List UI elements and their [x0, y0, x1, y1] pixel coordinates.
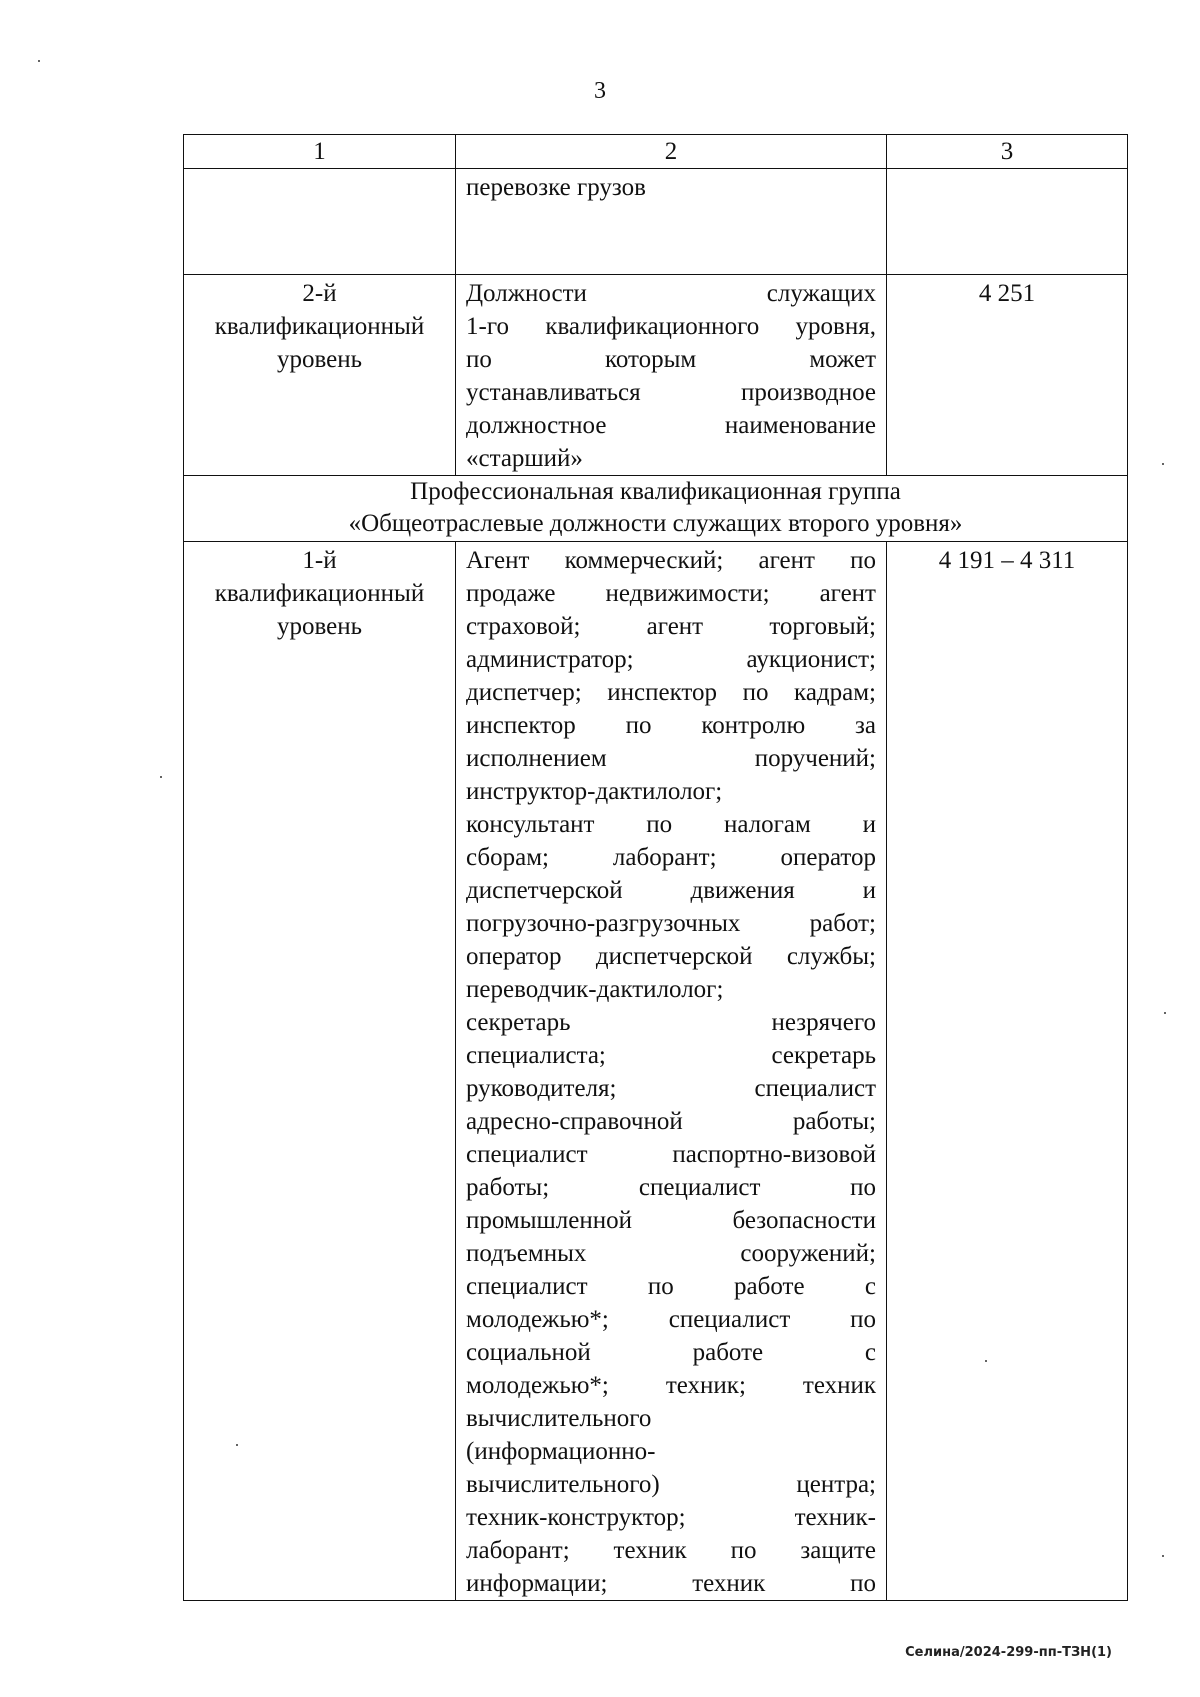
salary-cell: 4 191 – 4 311: [887, 542, 1128, 1601]
description-cell: [456, 169, 887, 275]
page-number: 3: [594, 78, 606, 104]
description-line: исполнением поручений;: [466, 745, 876, 772]
level-line: квалификационный: [214, 580, 425, 607]
description-line: перевозке грузов: [466, 174, 646, 201]
description-line: (информационно-: [466, 1438, 656, 1465]
description-line: по которым может: [466, 346, 876, 373]
description-line: 1-го квалификационного уровня,: [466, 313, 876, 340]
description-line: техник-конструктор; техник-: [466, 1504, 876, 1531]
description-line: устанавливаться производное: [466, 379, 876, 406]
table-row-continuation: [184, 169, 1128, 275]
level-cell: [184, 275, 456, 476]
description-line: адресно-справочной работы;: [466, 1108, 876, 1135]
table-row-level-1: [184, 542, 1128, 1601]
description-cell: [456, 542, 887, 1601]
group-heading-cell: [184, 476, 1128, 542]
scan-speck: [1164, 1012, 1166, 1014]
description-line: руководителя; специалист: [466, 1075, 876, 1102]
description-cell: [456, 275, 887, 476]
description-line: вычислительного) центра;: [466, 1471, 876, 1498]
description-line: страховой; агент торговый;: [466, 613, 876, 640]
description-line: инструктор-дактилолог;: [466, 778, 723, 805]
level-cell: [184, 542, 456, 1601]
description-line: должностное наименование: [466, 412, 876, 439]
description-line: вычислительного: [466, 1405, 652, 1432]
description-line: социальной работе с: [466, 1339, 876, 1366]
description-line: промышленной безопасности: [466, 1207, 876, 1234]
scan-speck: [38, 60, 40, 62]
description-line: молодежью*; техник; техник: [466, 1372, 876, 1399]
description-line: лаборант; техник по защите: [466, 1537, 876, 1564]
description-line: специалист по работе с: [466, 1273, 876, 1300]
description-line: Агент коммерческий; агент по: [466, 547, 876, 574]
description-line: продаже недвижимости; агент: [466, 580, 876, 607]
description-line: диспетчерской движения и: [466, 877, 876, 904]
header-col-1: 1: [184, 135, 456, 169]
qualification-table: [183, 134, 1128, 1601]
salary-cell: 4 251: [887, 275, 1128, 476]
level-cell: [184, 169, 456, 275]
description-line: переводчик-дактилолог;: [466, 976, 724, 1003]
description-line: подъемных сооружений;: [466, 1240, 876, 1267]
header-col-3: 3: [887, 135, 1128, 169]
description-line: специалист паспортно-визовой: [466, 1141, 876, 1168]
table-row-level-2: [184, 275, 1128, 476]
group-heading-row: [184, 476, 1128, 542]
description-line: сборам; лаборант; оператор: [466, 844, 876, 871]
description-line: секретарь незрячего: [466, 1009, 876, 1036]
scan-speck: [1162, 463, 1164, 465]
description-line: администратор; аукционист;: [466, 646, 876, 673]
description-line: молодежью*; специалист по: [466, 1306, 876, 1333]
description-line: диспетчер; инспектор по кадрам;: [466, 679, 876, 706]
description-line: консультант по налогам и: [466, 811, 876, 838]
table-header-row: [184, 135, 1128, 169]
level-line: уровень: [276, 346, 363, 373]
group-heading-line-1: Профессиональная квалификационная группа: [410, 478, 901, 505]
level-line: 1-й: [302, 547, 337, 574]
group-heading-line-2: «Общеотраслевые должности служащих второго уровня»: [348, 510, 963, 537]
scan-speck: [160, 776, 162, 778]
header-col-2: 2: [456, 135, 887, 169]
description-line: «старший»: [466, 445, 583, 472]
salary-cell: [887, 169, 1128, 275]
scan-speck: [985, 1360, 987, 1362]
description-line: инспектор по контролю за: [466, 712, 876, 739]
description-line: информации; техник по: [466, 1570, 876, 1597]
scan-speck: [1162, 1555, 1164, 1557]
scan-speck: [236, 1444, 238, 1446]
level-line: 2-й: [302, 280, 337, 307]
description-line: погрузочно-разгрузочных работ;: [466, 910, 876, 937]
document-code: Селина/2024-299-пп-ТЗН(1): [905, 1645, 1112, 1660]
description-line: работы; специалист по: [466, 1174, 876, 1201]
level-line: квалификационный: [214, 313, 425, 340]
description-line: Должности служащих: [466, 280, 876, 307]
level-line: уровень: [276, 613, 363, 640]
description-line: специалиста; секретарь: [466, 1042, 876, 1069]
description-line: оператор диспетчерской службы;: [466, 943, 876, 970]
